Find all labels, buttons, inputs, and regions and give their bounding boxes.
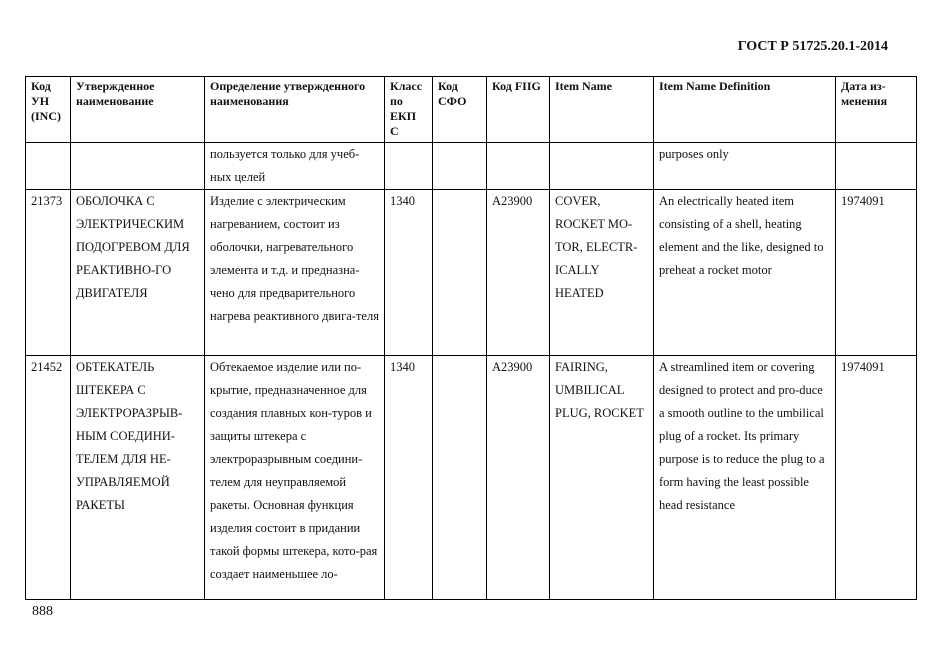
header-item-name-definition: Item Name Definition [654,77,836,143]
cell-sfo [433,190,487,356]
cell-fiig: A23900 [487,190,550,356]
document-code: ГОСТ Р 51725.20.1-2014 [737,39,888,54]
cell-definition: пользуется только для учеб-ных целей [205,143,385,190]
cell-approved-name: ОБОЛОЧКА С ЭЛЕКТРИЧЕСКИМ ПОДОГРЕВОМ ДЛЯ РЕАКТИВНО-ГО ДВИГАТЕЛЯ [71,190,205,356]
cell-sfo [433,356,487,600]
cell-item-name [550,143,654,190]
cell-inc: 21452 [26,356,71,600]
cell-definition: Изделие с электрическим нагреванием, состоит из оболочки, нагревательного элемента и т.д. и предназна-чено для предварительного нагрева реактивного двига-теля [205,190,385,356]
header-definition: Определение утвержденного наименования [205,77,385,143]
header-class: Класс по ЕКП С [385,77,433,143]
cell-class: 1340 [385,190,433,356]
cell-definition: Обтекаемое изделие или по-крытие, предназначенное для создания плавных кон-туров и защиты штекера с электроразрывным соедини-телем для неуправляемой ракеты. Основная функция изделия состоит в придании такой формы штекера, кото-рая создает наименьшее ло- [205,356,385,600]
cell-item-name: COVER, ROCKET MO-TOR, ELECTR-ICALLY HEATED [550,190,654,356]
cell-item-name-definition: A streamlined item or covering designed to protect and pro-duce a smooth outline to the umbilical plug of a rocket. Its primary purpose is to reduce the plug to a form having the least possible head resistance [654,356,836,600]
header-date: Дата из-менения [836,77,917,143]
nomenclature-table [25,76,917,600]
table-row [26,356,917,600]
header-inc: Код УН (INC) [26,77,71,143]
cell-item-name-definition: An electrically heated item consisting of a shell, heating element and the like, designed to preheat a rocket motor [654,190,836,356]
cell-date: 1974091 [836,356,917,600]
table-row [26,143,917,190]
cell-item-name-definition: purposes only [654,143,836,190]
table-header-row [26,77,917,143]
cell-class: 1340 [385,356,433,600]
header-item-name: Item Name [550,77,654,143]
cell-date [836,143,917,190]
header-fiig: Код FIIG [487,77,550,143]
page-number: 888 [32,604,53,619]
cell-approved-name [71,143,205,190]
header-sfo: Код СФО [433,77,487,143]
cell-item-name: FAIRING, UMBILICAL PLUG, ROCKET [550,356,654,600]
cell-fiig: A23900 [487,356,550,600]
cell-class [385,143,433,190]
table-row [26,190,917,356]
cell-sfo [433,143,487,190]
cell-date: 1974091 [836,190,917,356]
cell-inc [26,143,71,190]
header-approved-name: Утвержденное наименование [71,77,205,143]
cell-approved-name: ОБТЕКАТЕЛЬ ШТЕКЕРА С ЭЛЕКТРОРАЗРЫВ-НЫМ СОЕДИНИ-ТЕЛЕМ ДЛЯ НЕ-УПРАВЛЯЕМОЙ РАКЕТЫ [71,356,205,600]
cell-fiig [487,143,550,190]
cell-inc: 21373 [26,190,71,356]
